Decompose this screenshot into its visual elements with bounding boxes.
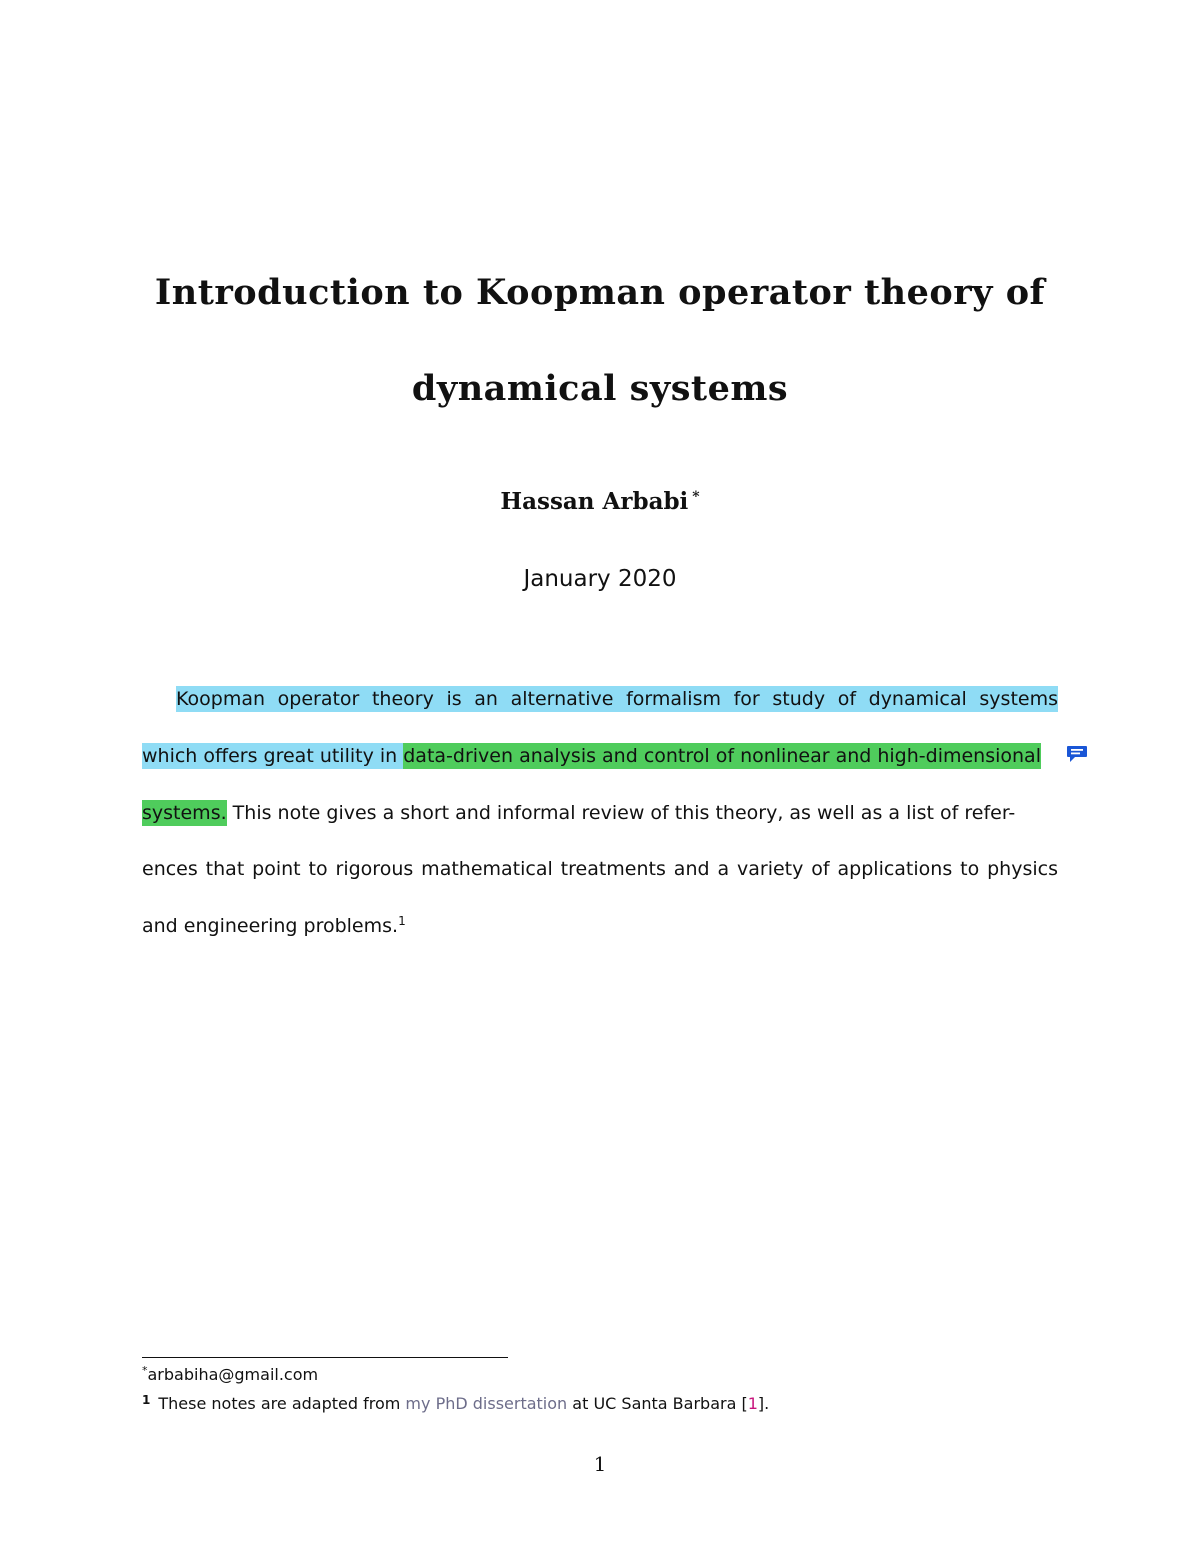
abstract-line-3-text: This note gives a short and informal review of this theory, as well as a list of refer- bbox=[226, 802, 1016, 824]
highlight-blue-2[interactable]: which offers great utility in bbox=[142, 745, 404, 767]
footnote-author-email bbox=[142, 1364, 318, 1384]
comment-icon[interactable] bbox=[1066, 745, 1088, 763]
paper-title-line-1: Introduction to Koopman operator theory of bbox=[154, 272, 1046, 313]
author-footnote-mark: * bbox=[692, 489, 700, 505]
citation-link[interactable]: 1 bbox=[747, 1394, 758, 1413]
abstract-line-4: ences that point to rigorous mathematical treatments and a variety of applications to physics bbox=[142, 858, 1058, 880]
abstract-line-2 bbox=[142, 745, 1058, 767]
footnote-1-pre: These notes are adapted from bbox=[158, 1394, 406, 1413]
abstract-line-3 bbox=[142, 802, 1058, 824]
abstract-line-5 bbox=[142, 914, 1058, 937]
footnote-1-post: ]. bbox=[757, 1394, 770, 1413]
author-email: arbabiha@gmail.com bbox=[147, 1365, 319, 1384]
paper-title-line-2: dynamical systems bbox=[411, 368, 789, 409]
footnote-rule bbox=[142, 1357, 508, 1358]
highlight-green-2[interactable]: systems. bbox=[142, 802, 227, 824]
highlight-green-1[interactable]: data-driven analysis and control of nonlinear and high-dimensional bbox=[403, 745, 1041, 767]
footnote-mark-1: 1 bbox=[142, 1393, 151, 1407]
footnote-1-mid: at UC Santa Barbara [ bbox=[567, 1394, 748, 1413]
author bbox=[300, 488, 900, 515]
abstract-line-1 bbox=[176, 688, 1058, 710]
abstract-line-5-text: and engineering problems. bbox=[142, 915, 399, 937]
page-number: 1 bbox=[593, 1452, 607, 1476]
highlight-blue-1[interactable]: Koopman operator theory is an alternative formalism for study of dynamical systems bbox=[176, 688, 1058, 710]
dissertation-link[interactable]: my PhD dissertation bbox=[405, 1394, 568, 1413]
footnote-1 bbox=[142, 1393, 769, 1413]
footnote-ref-1[interactable]: 1 bbox=[398, 914, 406, 928]
author-name: Hassan Arbabi bbox=[500, 488, 689, 515]
paper-date: January 2020 bbox=[523, 566, 677, 592]
footnote-mark-star: * bbox=[142, 1364, 148, 1377]
